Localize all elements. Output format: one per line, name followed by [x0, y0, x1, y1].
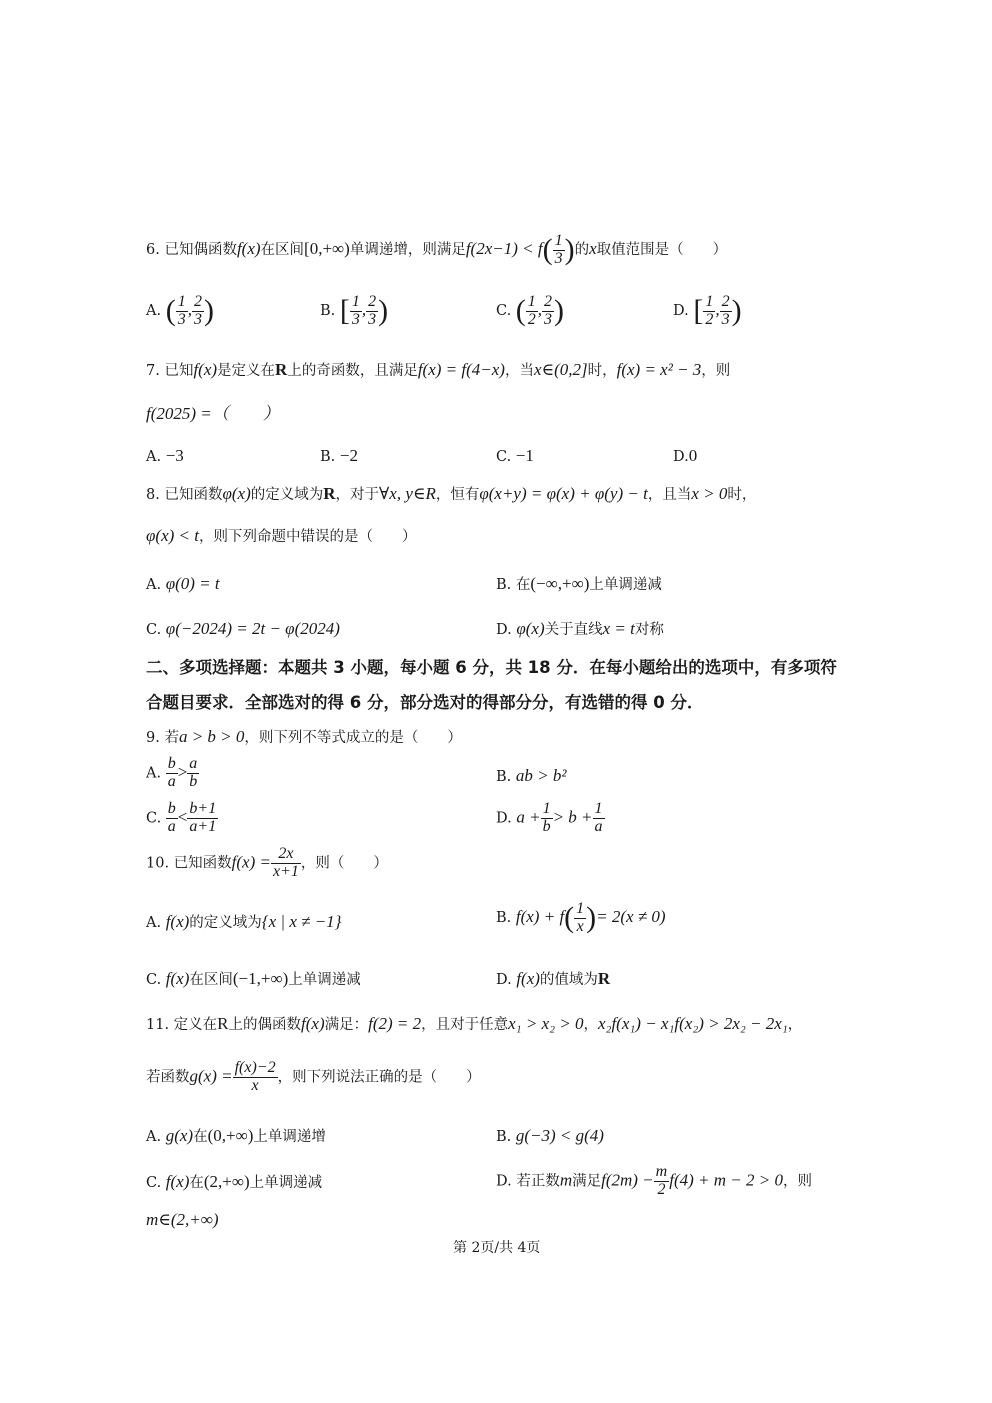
question-9-option-b: B. ab > b² — [496, 766, 567, 785]
question-11-option-d-line2: m∈(2,+∞) — [146, 1210, 219, 1229]
question-8-stem: 8. 已知函数φ(x)的定义域为R，对于∀x, y∈R，恒有φ(x+y) = φ(x) + φ(y) − t，且当x > 0时， — [146, 484, 757, 503]
question-6-option-a: A. ( $\frac{1}{3}$ , $\frac{2}{3}$ ) — [146, 292, 214, 328]
question-11-stem-line2: 若函数g(x) = $\frac{f(x)-2}{x}$ ，则下列说法正确的是（ ） — [146, 1059, 481, 1094]
question-11-option-b: B. g(−3) < g(4) — [496, 1126, 604, 1145]
question-6-option-b: B. [ $\frac{1}{3}$ , $\frac{2}{3}$ ) — [320, 292, 389, 328]
question-7-option-c: C. −1 — [496, 446, 534, 465]
question-7-option-b: B. −2 — [320, 446, 358, 465]
question-10-stem: 10. 已知函数f(x) = $\frac{2x}{x+1}$ ，则（ ） — [146, 845, 388, 880]
question-10-option-a: A. f(x)的定义域为{x | x ≠ −1} — [146, 912, 342, 931]
question-9-option-c: C. $\frac{b}{a}$ < $\frac{b+1}{a+1}$ — [146, 800, 217, 835]
question-10-option-c: C. f(x)在区间(−1,+∞)上单调递减 — [146, 969, 361, 988]
question-7-stem-line2: f(2025) =（ ） — [146, 404, 280, 423]
question-8-option-b: B. 在(−∞,+∞)上单调递减 — [496, 574, 662, 593]
section-2-heading-line1: 二、多项选择题：本题共 3 小题，每小题 6 分，共 18 分．在每小题给出的选项中，有多项符 — [146, 658, 837, 677]
question-8-option-a: A. φ(0) = t — [146, 574, 220, 593]
question-11-option-c: C. f(x)在(2,+∞)上单调递减 — [146, 1172, 323, 1191]
question-7-option-a: A. −3 — [146, 446, 184, 465]
question-11-option-a: A. g(x)在(0,+∞)上单调递增 — [146, 1126, 326, 1145]
question-8-option-d: D. φ(x)关于直线x = t对称 — [496, 619, 664, 638]
question-11-option-d: D. 若正数m满足f(2m) − $\frac{m}{2}$ f(4) + m − 2 > 0，则 — [496, 1163, 812, 1198]
question-7-option-d: D.0 — [673, 446, 698, 465]
question-6-stem: 6. 已知偶函数f(x)在区间[0,+∞)单调递增，则满足f(2x−1) < f( $\frac{1}{3}$ )的x取值范围是（ ） — [146, 231, 728, 267]
question-6-option-c: C. ( $\frac{1}{2}$ , $\frac{2}{3}$ ) — [496, 292, 565, 328]
page-footer: 第 2页/共 4页 — [453, 1240, 541, 1256]
section-2-heading-line2: 合题目要求．全部选对的得 6 分，部分选对的得部分分，有选错的得 0 分． — [146, 693, 704, 712]
question-9-option-d: D. a + $\frac{1}{b}$ > b + $\frac{1}{a}$ — [496, 800, 603, 835]
question-8-option-c: C. φ(−2024) = 2t − φ(2024) — [146, 619, 340, 638]
question-9-stem: 9. 若a > b > 0，则下列不等式成立的是（ ） — [146, 727, 462, 746]
question-8-stem-line2: φ(x) < t，则下列命题中错误的是（ ） — [146, 526, 417, 545]
question-10-option-d: D. f(x)的值域为R — [496, 969, 611, 988]
question-7-stem: 7. 已知f(x)是定义在R上的奇函数，且满足f(x) = f(4−x)，当x∈(0,2]时，f(x) = x² − 3，则 — [146, 360, 731, 379]
question-6-option-d: D. [ $\frac{1}{2}$ , $\frac{2}{3}$ ) — [673, 292, 742, 328]
question-10-option-b: B. f(x) + f( $\frac{1}{x}$ )= 2(x ≠ 0) — [496, 899, 666, 935]
question-9-option-a: A. $\frac{b}{a}$ > $\frac{a}{b}$ — [146, 755, 198, 790]
question-11-stem: 11. 定义在R上的偶函数f(x)满足：f(2) = 2，且对于任意x₁ > x₂ > 0，x₂f(x₁) − x₁f(x₂) > 2x₂ − 2x₁， — [146, 1014, 803, 1033]
